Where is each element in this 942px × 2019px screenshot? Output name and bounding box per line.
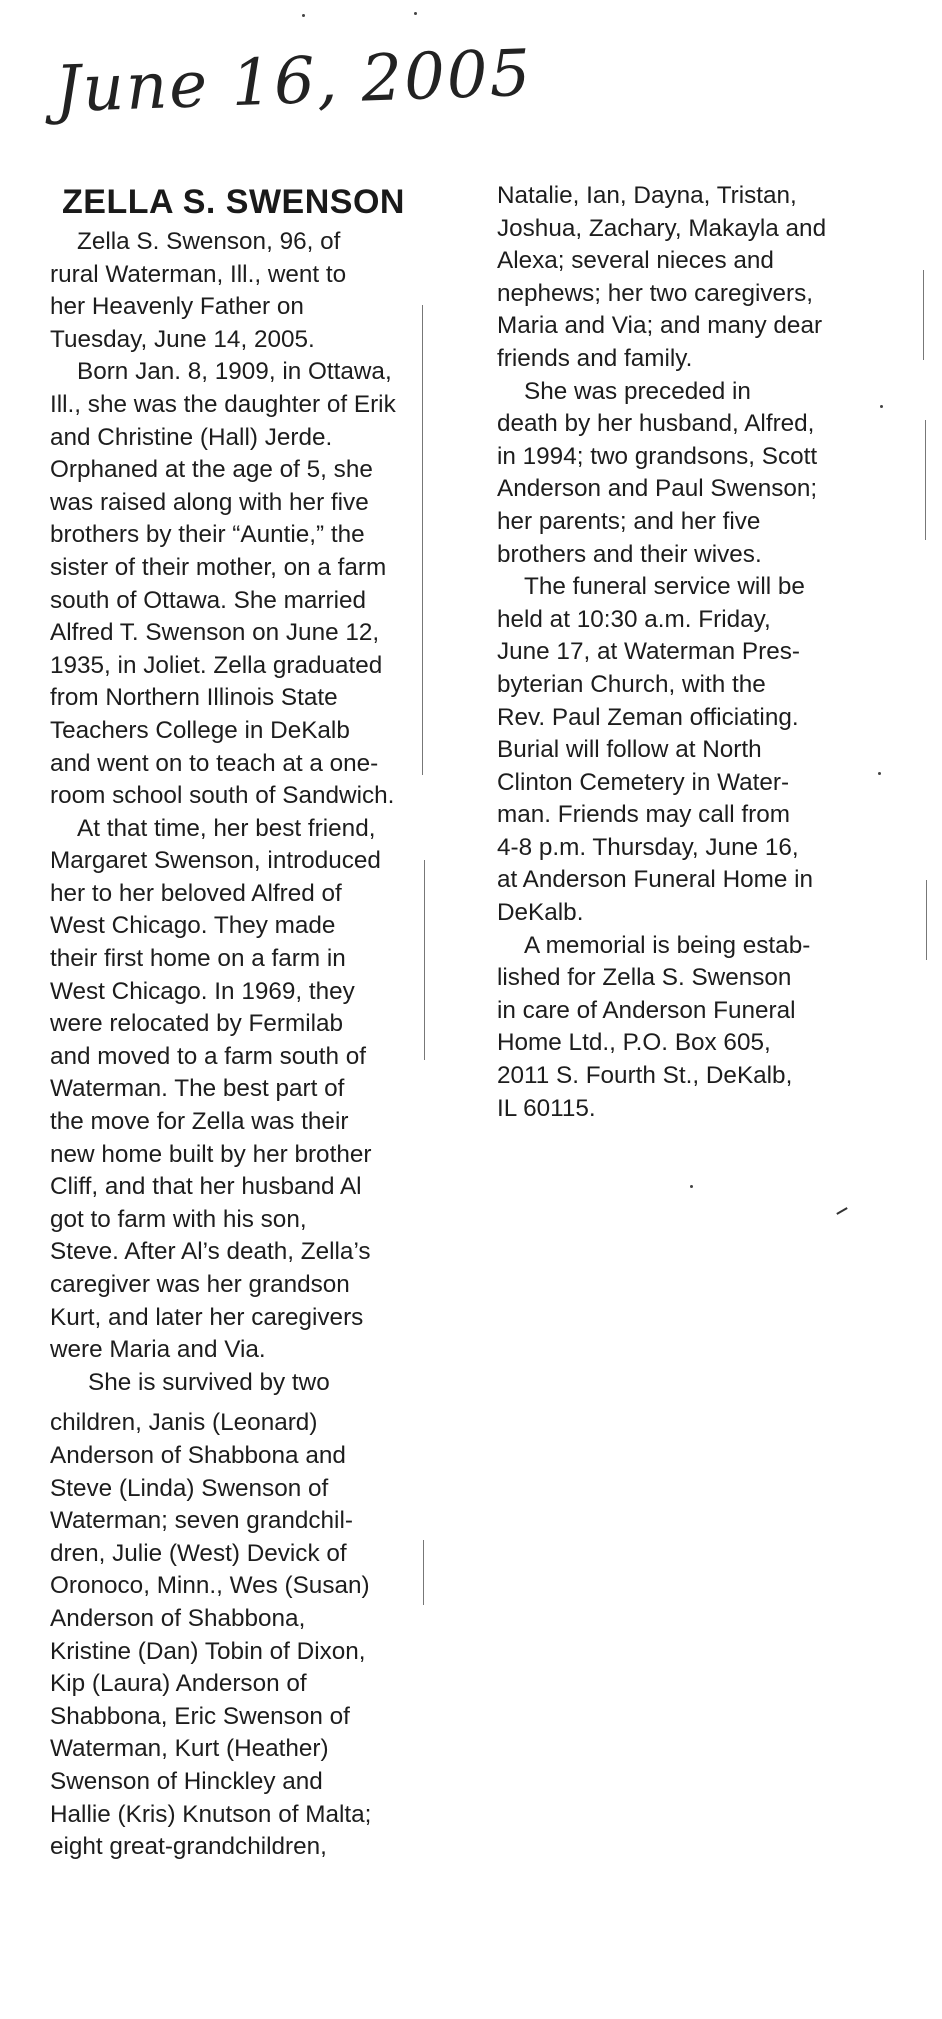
text-line: death by her husband, Alfred, (497, 410, 815, 438)
text-line: rural Waterman, Ill., went to (50, 260, 347, 288)
text-line: Cliff, and that her husband Al (50, 1173, 362, 1201)
text-line: the move for Zella was their (50, 1108, 349, 1136)
text-line: Margaret Swenson, introduced (50, 847, 381, 875)
text-line: Natalie, Ian, Dayna, Tristan, (497, 182, 797, 209)
text-line: Maria and Via; and many dear (497, 312, 823, 340)
text-line: June 17, at Waterman Pres- (497, 638, 800, 666)
text-line: dren, Julie (West) Devick of (50, 1539, 347, 1567)
text-line: their first home on a farm in (50, 945, 346, 973)
text-line: in care of Anderson Funeral (497, 996, 796, 1024)
text-line: Hallie (Kris) Knutson of Malta; (50, 1800, 372, 1828)
text-line: was raised along with her five (50, 488, 369, 516)
text-line: Clinton Cemetery in Water- (497, 768, 790, 796)
text-line: were relocated by Fermilab (50, 1010, 344, 1038)
text-line: The funeral service will be (524, 573, 805, 601)
text-line: her to her beloved Alfred of (50, 879, 342, 907)
text-line: eight great-grandchildren, (50, 1833, 327, 1861)
text-line: new home built by her brother (50, 1140, 372, 1168)
text-line: Burial will follow at North (497, 736, 762, 764)
scan-speck (690, 1185, 693, 1188)
text-line: West Chicago. They made (50, 912, 336, 940)
text-line: held at 10:30 a.m. Friday, (497, 605, 771, 633)
text-line: DeKalb. (497, 899, 584, 927)
text-line: Kip (Laura) Anderson of (50, 1670, 307, 1698)
handwritten-date: June 16, 2005 (53, 36, 534, 128)
text-line: Anderson of Shabbona, (50, 1604, 306, 1632)
text-line: Waterman; seven grandchil- (50, 1507, 353, 1535)
scan-edge-line (926, 880, 927, 960)
text-line: Born Jan. 8, 1909, in Ottawa, (77, 358, 392, 386)
text-line: Anderson of Shabbona and (50, 1441, 346, 1469)
text-line: 2011 S. Fourth St., DeKalb, (497, 1062, 793, 1090)
text-line: and moved to a farm south of (50, 1042, 367, 1070)
text-line: room school south of Sandwich. (50, 782, 395, 810)
text-line: West Chicago. In 1969, they (50, 977, 355, 1005)
text-line: Alexa; several nieces and (497, 247, 774, 275)
text-line: IL 60115. (497, 1094, 596, 1122)
text-line: Tuesday, June 14, 2005. (50, 325, 315, 353)
obituary-headline: ZELLA S. SWENSON (62, 183, 405, 221)
text-line: Ill., she was the daughter of Erik (50, 390, 396, 418)
scan-edge-line (423, 1540, 424, 1605)
text-line: at Anderson Funeral Home in (497, 866, 814, 894)
scan-speck (878, 772, 881, 775)
text-line: and Christine (Hall) Jerde. (50, 423, 333, 451)
text-line: Zella S. Swenson, 96, of (77, 228, 341, 255)
text-line: Oronoco, Minn., Wes (Susan) (50, 1572, 370, 1600)
text-line: south of Ottawa. She married (50, 586, 367, 614)
text-line: Rev. Paul Zeman officiating. (497, 703, 799, 731)
text-line: Orphaned at the age of 5, she (50, 456, 373, 484)
text-line: children, Janis (Leonard) (50, 1409, 318, 1437)
scan-speck (880, 405, 883, 408)
text-line: A memorial is being estab- (524, 931, 811, 959)
text-line: her parents; and her five (497, 507, 761, 535)
text-line: Waterman, Kurt (Heather) (50, 1735, 329, 1763)
scan-speck (302, 14, 305, 17)
scan-edge-line (424, 860, 425, 1060)
left-column-text (50, 226, 430, 1864)
text-line: Joshua, Zachary, Makayla and (497, 214, 827, 242)
text-line: Waterman. The best part of (50, 1075, 345, 1103)
text-line: sister of their mother, on a farm (50, 553, 387, 581)
scan-edge-line (923, 270, 924, 360)
text-line: man. Friends may call from (497, 801, 790, 829)
text-line: 1935, in Joliet. Zella graduated (50, 651, 383, 679)
text-line: byterian Church, with the (497, 670, 766, 698)
text-line: brothers and their wives. (497, 540, 762, 568)
scan-speck (414, 12, 417, 15)
text-line: Shabbona, Eric Swenson of (50, 1702, 350, 1730)
text-line: her Heavenly Father on (50, 293, 304, 321)
text-line: She is survived by two (88, 1368, 330, 1396)
right-column-text (497, 180, 907, 1125)
text-line: Steve. After Al’s death, Zella’s (50, 1238, 371, 1266)
text-line: Swenson of Hinckley and (50, 1767, 323, 1795)
text-line: brothers by their “Auntie,” the (50, 521, 365, 549)
scan-mark (836, 1207, 847, 1215)
text-line: At that time, her best friend, (77, 814, 376, 842)
text-line: Teachers College in DeKalb (50, 716, 350, 744)
text-line: from Northern Illinois State (50, 684, 338, 712)
text-line: lished for Zella S. Swenson (497, 964, 792, 992)
scan-edge-line (422, 305, 423, 775)
text-line: caregiver was her grandson (50, 1271, 350, 1298)
text-line: and went on to teach at a one- (50, 749, 379, 777)
text-line: 4-8 p.m. Thursday, June 16, (497, 833, 799, 861)
text-line: Anderson and Paul Swenson; (497, 475, 818, 503)
text-line: were Maria and Via. (50, 1336, 266, 1364)
text-line: friends and family. (497, 344, 693, 372)
text-line: She was preceded in (524, 377, 751, 405)
scan-edge-line (925, 420, 926, 540)
text-line: nephews; her two caregivers, (497, 279, 814, 307)
text-line: in 1994; two grandsons, Scott (497, 442, 818, 470)
text-line: Kurt, and later her caregivers (50, 1303, 364, 1331)
text-line: Home Ltd., P.O. Box 605, (497, 1029, 771, 1057)
text-line: got to farm with his son, (50, 1205, 307, 1233)
text-line: Alfred T. Swenson on June 12, (50, 619, 380, 647)
text-line: Steve (Linda) Swenson of (50, 1474, 329, 1502)
text-line: Kristine (Dan) Tobin of Dixon, (50, 1637, 366, 1665)
